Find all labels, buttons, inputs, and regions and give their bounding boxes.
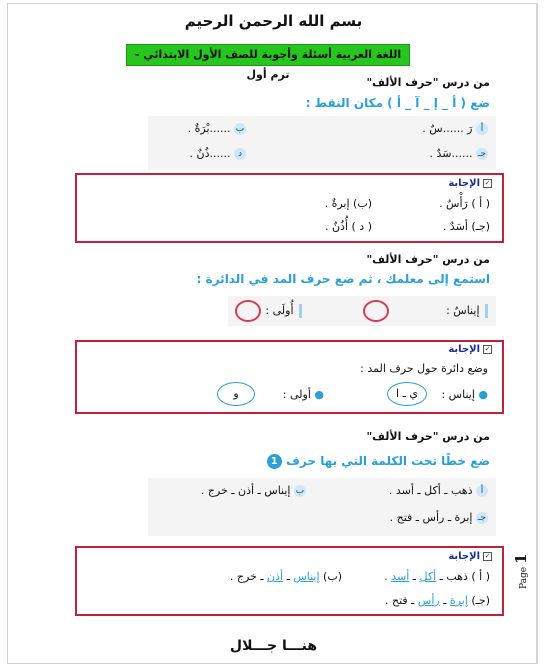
exercise-1-item-c xyxy=(430,147,488,160)
item-text: رَ ......سٌ . xyxy=(422,122,473,135)
item-label: أ xyxy=(476,123,488,135)
exercise-1-item-d xyxy=(190,147,246,160)
item-label: جـ xyxy=(477,513,487,523)
item-label: ب xyxy=(295,486,305,496)
item-label: أ xyxy=(476,485,488,497)
exercise-1-item-b xyxy=(188,122,246,135)
answer-box-2 xyxy=(75,340,504,414)
item-text: ......بْرَةٌ . xyxy=(187,122,231,135)
answer-heading-2: ✓الإجابة xyxy=(448,344,491,355)
exercise-2-item-b xyxy=(265,304,302,318)
answer-2-a: ● إيناس : xyxy=(441,388,488,401)
exercise-3-item-a xyxy=(389,484,488,497)
answer-heading-3: ✓الإجابة xyxy=(448,551,491,562)
answer-2-intro: وضع دائرة حول حرف المد : xyxy=(360,362,488,375)
answer-3-b: (ب) إيناس ـ أذن ـ خرج . xyxy=(229,570,342,583)
answer-2-circle-a: ي ـ ا xyxy=(387,382,427,406)
answer-heading-1: ✓الإجابة xyxy=(448,178,491,189)
lesson-title-2: من درس "حرف الألف" xyxy=(366,253,490,266)
exercise-3-item-c xyxy=(390,511,488,524)
item-text: أُولَى : xyxy=(265,304,294,317)
instruction-3: ضع خطًا تحت الكلمة التي بها حرف 1 xyxy=(267,454,490,469)
item-label: ب xyxy=(235,124,245,134)
exercise-1-item-a xyxy=(422,122,488,135)
item-label: د xyxy=(234,148,246,160)
item-label-bar xyxy=(299,304,302,318)
item-label-bar xyxy=(485,304,488,318)
answer-circle-a[interactable] xyxy=(363,300,389,322)
item-label: جـ xyxy=(477,149,487,159)
item-text: ......ذُنٌ . xyxy=(189,147,231,160)
item-text: ذهب ـ أكل ـ أسد . xyxy=(388,484,473,497)
worksheet-page xyxy=(7,3,538,664)
answer-3-a: ( أ ) ذهب ـ أكل ـ أسد . xyxy=(384,570,490,583)
answer-1-c: (جـ) أسَدٌ . xyxy=(442,220,490,233)
answer-2-circle-b: و xyxy=(217,382,255,406)
page-number-label: Page 1 xyxy=(512,553,530,589)
lesson-title-3: من درس "حرف الألف" xyxy=(366,430,490,443)
answer-2-b: ● أولى : xyxy=(282,388,324,401)
answer-3-c: (جـ) إبرة ـ رأس ـ فتح . xyxy=(385,594,490,607)
checkbox-icon: ✓ xyxy=(484,551,491,560)
instruction-1: ضع ( أ _ إ _ آ _ أ ) مكان النقط : xyxy=(305,96,490,110)
lesson-title-1: من درس "حرف الألف" xyxy=(366,76,490,89)
step-number-badge: 1 xyxy=(267,454,282,469)
answer-circle-b[interactable] xyxy=(235,300,261,322)
answer-1-a: ( أ ) رَأْسٌ . xyxy=(439,197,490,210)
answer-box-1 xyxy=(75,173,504,243)
item-text: إيناسٌ : xyxy=(446,304,480,317)
item-text: إيناس ـ أذن ـ خرج . xyxy=(200,484,291,497)
answer-1-d: ( د ) أُذُنٌ . xyxy=(324,220,372,233)
checkbox-icon: ✓ xyxy=(484,344,491,353)
subject-banner: اللغة العربية أسئلة وأجوبة للصف الأول الابتدائي - ترم أول xyxy=(126,44,410,66)
item-text: إبرة ـ رأس ـ فتح . xyxy=(389,511,473,524)
author-footer: هنـــا جـــلال xyxy=(229,638,318,654)
item-text: ......سَدٌ . xyxy=(429,147,473,160)
instruction-2: استمع إلى معلمك ، ثم ضع حرف المد في الدائرة : xyxy=(196,272,490,286)
answer-1-b: (ب) إبرةٌ . xyxy=(324,197,372,210)
checkbox-icon: ✓ xyxy=(484,178,491,187)
answer-box-3 xyxy=(75,546,504,616)
bullet-icon: ● xyxy=(314,388,324,401)
bullet-icon: ● xyxy=(478,388,488,401)
basmala-title: بسم الله الرحمن الرحيم xyxy=(184,12,363,30)
exercise-2-item-a xyxy=(446,304,488,318)
exercise-3-item-b xyxy=(201,484,306,497)
